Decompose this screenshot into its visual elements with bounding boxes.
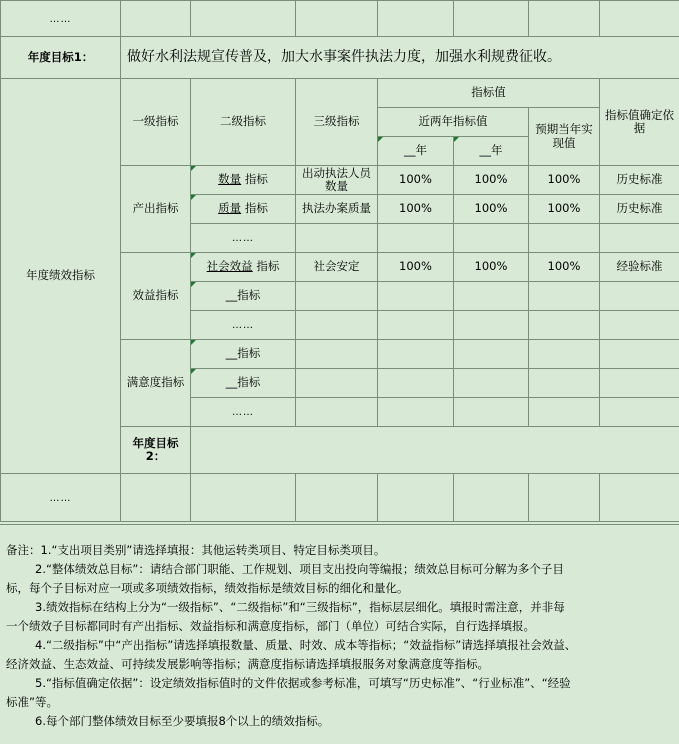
level2-name: 数量 [218,172,242,187]
empty-cell[interactable] [529,369,600,398]
level2-quantity[interactable] [191,166,296,195]
empty-cell[interactable] [378,340,454,369]
level2-blank[interactable]: __指标 [191,369,296,398]
empty-cell[interactable] [296,340,378,369]
level3-cell[interactable]: 社会安定 [296,253,378,282]
empty-cell[interactable] [454,340,529,369]
header-indicator-value[interactable]: 指标值 [378,79,600,108]
empty-cell[interactable] [600,474,679,522]
empty-cell[interactable] [600,311,679,340]
year2-value[interactable]: 100% [454,195,529,224]
expected-value[interactable]: 100% [529,253,600,282]
year1-value[interactable]: 100% [378,253,454,282]
empty-cell[interactable] [454,224,529,253]
level2-social-benefit[interactable] [191,253,296,282]
level2-suffix: 指标 [256,259,280,274]
ellipsis-text: …… [49,492,72,504]
note-line: 5.“指标值确定依据”：设定绩效指标值时的文件依据或参考标准，可填写“历史标准”、“行业标准”、“经验 [35,676,571,690]
year1-value[interactable]: 100% [378,195,454,224]
empty-cell[interactable] [454,1,529,37]
header-expected-current[interactable]: 预期当年实现值 [529,108,600,166]
ellipsis-text: …… [232,233,254,245]
note-line: 3.绩效指标在结构上分为“一级指标”、“二级指标”和“三级指标”，指标层层细化。填报时需注意，并非每 [35,600,565,614]
note-line: 4.“二级指标”中“产出指标”请选择填报数量、质量、时效、成本等指标；“效益指标”请选择填报社会效益、 [35,638,577,652]
empty-cell[interactable] [121,474,191,522]
ellipsis-text: …… [232,407,254,419]
empty-cell[interactable] [454,311,529,340]
bottom-ellipsis-cell[interactable] [1,474,121,522]
goal2-label[interactable]: 年度目标2： [121,427,191,474]
expected-value[interactable]: 100% [529,166,600,195]
empty-cell[interactable] [529,1,600,37]
basis-value[interactable]: 经验标准 [600,253,679,282]
note-line: 6.每个部门整体绩效目标至少要填报8个以上的绩效指标。 [35,714,330,728]
header-recent-two-years[interactable]: 近两年指标值 [378,108,529,137]
expected-value[interactable]: 100% [529,195,600,224]
year2-value[interactable]: 100% [454,253,529,282]
goal2-text[interactable] [191,427,679,474]
header-level2[interactable]: 二级指标 [191,79,296,166]
year1-value[interactable]: 100% [378,166,454,195]
empty-cell[interactable] [378,1,454,37]
group-satisfaction[interactable]: 满意度指标 [121,340,191,427]
level3-cell[interactable]: 执法办案质量 [296,195,378,224]
goal1-text[interactable]: 做好水利法规宣传普及，加大水事案件执法力度，加强水利规费征收。 [121,37,679,79]
annual-performance-indicators-label[interactable]: 年度绩效指标 [1,79,121,474]
group-output[interactable]: 产出指标 [121,166,191,253]
empty-cell[interactable] [529,282,600,311]
empty-cell[interactable] [529,474,600,522]
level2-ellipsis[interactable] [191,224,296,253]
group-benefit[interactable]: 效益指标 [121,253,191,340]
level2-ellipsis[interactable] [191,398,296,427]
header-level1[interactable]: 一级指标 [121,79,191,166]
empty-cell[interactable] [296,474,378,522]
header-year-1[interactable]: __年 [378,137,454,166]
level2-blank[interactable]: __指标 [191,282,296,311]
note-line: 备注：1.“支出项目类别”请选择填报：其他运转类项目、特定目标类项目。 [6,543,386,557]
empty-cell[interactable] [529,398,600,427]
empty-cell[interactable] [296,369,378,398]
level2-suffix: 指标 [244,201,268,216]
empty-cell[interactable] [191,474,296,522]
header-level3[interactable]: 三级指标 [296,79,378,166]
empty-cell[interactable] [600,340,679,369]
note-line: 经济效益、生态效益、可持续发展影响等指标；满意度指标请选择填报服务对象满意度等指标。 [6,657,489,671]
empty-cell[interactable] [454,474,529,522]
note-line: 一个绩效子目标都同时有产出指标、效益指标和满意度指标，部门（单位）可结合实际，自行选择填报。 [6,619,535,633]
empty-cell[interactable] [454,282,529,311]
empty-cell[interactable] [529,311,600,340]
empty-cell[interactable] [454,369,529,398]
note-line: 标，每个子目标对应一项或多项绩效指标，绩效指标是绩效目标的细化和量化。 [6,581,409,595]
header-basis[interactable]: 指标值确定依据 [600,79,679,166]
level2-ellipsis[interactable] [191,311,296,340]
empty-cell[interactable] [600,369,679,398]
empty-cell[interactable] [296,224,378,253]
empty-cell[interactable] [600,282,679,311]
empty-cell[interactable] [600,224,679,253]
year2-value[interactable]: 100% [454,166,529,195]
empty-cell[interactable] [600,1,679,37]
empty-cell[interactable] [378,474,454,522]
basis-value[interactable]: 历史标准 [600,166,679,195]
empty-cell[interactable] [529,340,600,369]
empty-cell[interactable] [600,398,679,427]
level2-quality[interactable] [191,195,296,224]
level2-name: 社会效益 [206,259,253,274]
goal1-label[interactable]: 年度目标1： [1,37,121,79]
note-line: 标准”等。 [6,695,58,709]
basis-value[interactable]: 历史标准 [600,195,679,224]
note-line: 2.“整体绩效总目标”：请结合部门职能、工作规划、项目支出投向等编报；绩效总目标可分解为多个子目 [35,562,564,576]
empty-cell[interactable] [121,1,191,37]
empty-cell[interactable] [529,224,600,253]
empty-cell[interactable] [296,311,378,340]
empty-cell[interactable] [378,282,454,311]
level2-blank[interactable]: __指标 [191,340,296,369]
level2-name: 质量 [218,201,242,216]
empty-cell[interactable] [296,398,378,427]
empty-cell[interactable] [296,282,378,311]
empty-cell[interactable] [378,369,454,398]
empty-cell[interactable] [378,224,454,253]
notes-section [0,524,679,744]
top-ellipsis-cell[interactable] [1,1,121,37]
empty-cell[interactable] [378,398,454,427]
empty-cell[interactable] [296,1,378,37]
empty-cell[interactable] [378,311,454,340]
ellipsis-text: …… [232,320,254,332]
empty-cell[interactable] [191,1,296,37]
level2-suffix: 指标 [244,172,268,187]
level3-cell[interactable]: 出动执法人员数量 [296,166,378,195]
empty-cell[interactable] [454,398,529,427]
ellipsis-text: …… [49,13,72,25]
header-year-2[interactable]: __年 [454,137,529,166]
